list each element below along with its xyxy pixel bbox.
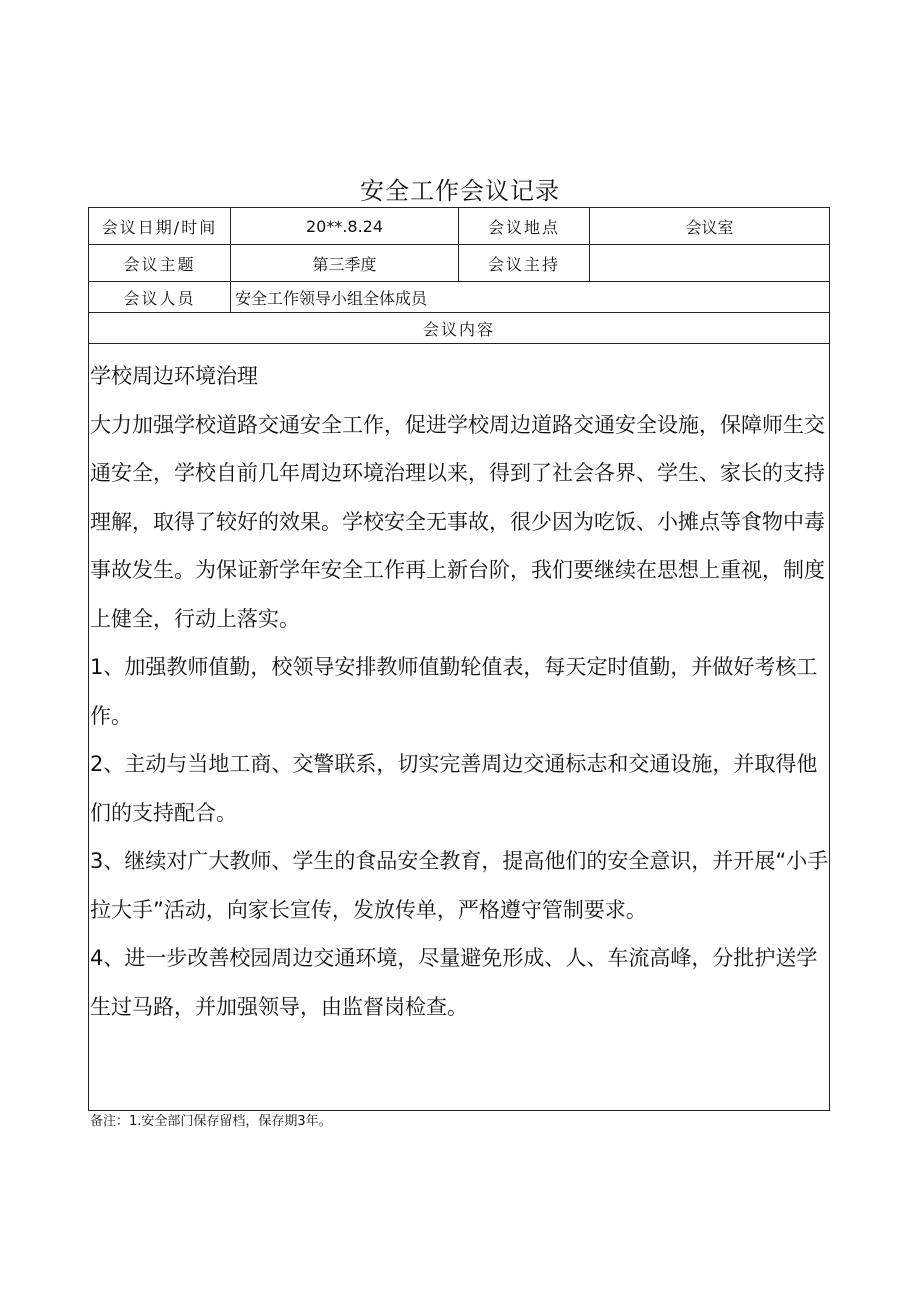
content-item-2: 2、主动与当地工商、交警联系，切实完善周边交通标志和交通设施，并取得他们的支持配合。 (90, 752, 818, 825)
content-row (89, 344, 830, 1111)
date-location-row (89, 208, 830, 245)
content-cell (89, 344, 830, 1111)
host-value (590, 245, 830, 282)
attendees-value: 安全工作领导小组全体成员 (231, 282, 830, 313)
content-intro: 大力加强学校道路交通安全工作，促进学校周边道路交通安全设施，保障师生交通安全，学校自前几年周边环境治理以来，得到了社会各界、学生、家长的支持理解，取得了较好的效果。学校安全无事故，很少因为吃饭、小摊点等食物中毒事故发生。为保证新学年安全工作再上新台阶，我们要继续在思想上重视，制度上健全，行动上落实。 (90, 412, 825, 631)
date-value: 20**.8.24 (231, 208, 459, 245)
host-label: 会议主持 (459, 245, 590, 282)
attendees-row (89, 282, 830, 313)
content-label: 会议内容 (89, 313, 830, 344)
topic-value: 第三季度 (231, 245, 459, 282)
document-title: 安全工作会议记录 (360, 177, 560, 205)
content-item-1: 1、加强教师值勤，校领导安排教师值勤轮值表，每天定时值勤，并做好考核工作。 (90, 655, 818, 728)
meeting-content (89, 344, 829, 1031)
footnote: 备注：1.安全部门保存留档，保存期3年。 (90, 1114, 332, 1129)
topic-label: 会议主题 (89, 245, 231, 282)
content-heading: 学校周边环境治理 (90, 364, 258, 388)
attendees-label: 会议人员 (89, 282, 231, 313)
location-label: 会议地点 (459, 208, 590, 245)
meeting-record-table (88, 207, 830, 1111)
content-item-4: 4、进一步改善校园周边交通环境，尽量避免形成、人、车流高峰，分批护送学生过马路，并加强领导，由监督岗检查。 (90, 946, 818, 1019)
date-label: 会议日期/时间 (89, 208, 231, 245)
content-header-row (89, 313, 830, 344)
topic-host-row (89, 245, 830, 282)
content-item-3: 3、继续对广大教师、学生的食品安全教育，提高他们的安全意识，并开展“小手拉大手”活动，向家长宣传，发放传单，严格遵守管制要求。 (90, 849, 829, 922)
location-value: 会议室 (590, 208, 830, 245)
